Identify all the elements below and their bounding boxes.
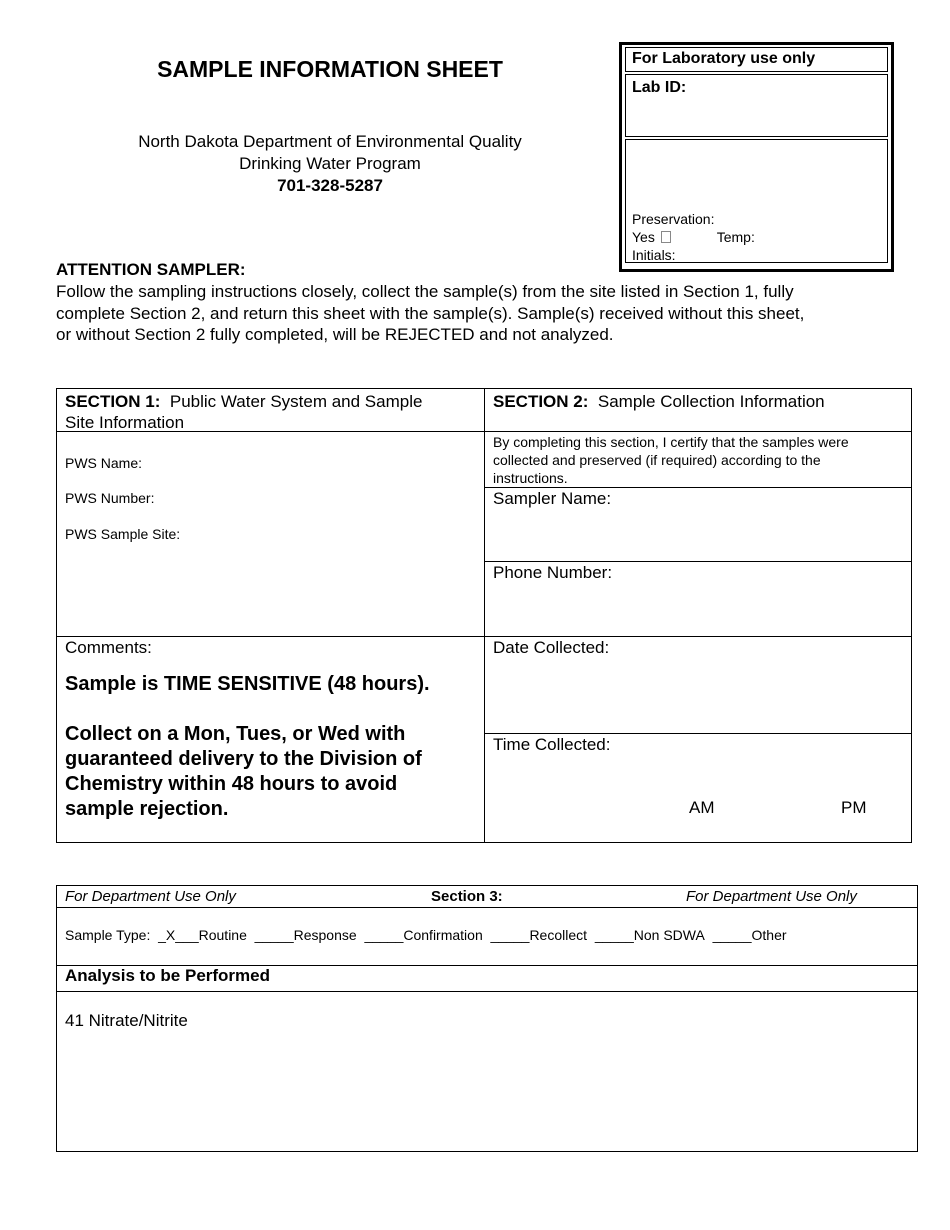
sampler-name-label: Sampler Name:	[493, 489, 612, 508]
org-phone: 701-328-5287	[277, 176, 383, 195]
divider	[57, 991, 917, 992]
divider	[484, 431, 911, 432]
organization-block	[60, 131, 600, 197]
time-collected-field[interactable]	[493, 735, 610, 755]
lab-id-label: Lab ID:	[632, 79, 687, 96]
sections-table	[56, 388, 912, 843]
page-title: SAMPLE INFORMATION SHEET	[157, 56, 503, 82]
phone-number-field[interactable]	[493, 563, 612, 583]
section2-label: SECTION 2:	[493, 392, 589, 411]
date-collected-field[interactable]	[493, 638, 609, 658]
date-collected-label: Date Collected:	[493, 638, 610, 657]
certification-line-3: instructions.	[493, 470, 568, 486]
section2-title: Sample Collection Information	[597, 392, 825, 411]
initials-label: Initials:	[632, 247, 676, 263]
temp-label: Temp:	[716, 229, 755, 245]
attention-line-1: Follow the sampling instructions closely, collect the sample(s) from the site listed in Section 1, fully	[56, 282, 794, 301]
sample-type-routine[interactable]: _X___Routine	[158, 927, 247, 943]
yes-temp-row	[632, 229, 755, 245]
sample-type-other[interactable]: _____Other	[712, 927, 787, 943]
section1-heading	[65, 391, 480, 433]
column-divider	[484, 389, 485, 842]
divider	[57, 636, 911, 637]
certification-line-1: By completing this section, I certify that the samples were	[493, 434, 849, 450]
pws-name-label: PWS Name:	[65, 455, 143, 471]
attention-text	[56, 281, 896, 346]
attention-heading: ATTENTION SAMPLER:	[56, 260, 246, 279]
phone-number-label: Phone Number:	[493, 563, 613, 582]
divider	[57, 907, 917, 908]
delivery-note-line-1: Collect on a Mon, Tues, or Wed with	[65, 723, 406, 745]
delivery-note	[65, 722, 480, 822]
yes-checkbox[interactable]	[661, 231, 671, 243]
sample-type-non-sdwa[interactable]: _____Non SDWA	[594, 927, 705, 943]
section1-label: SECTION 1:	[65, 392, 161, 411]
attention-line-2: complete Section 2, and return this sheet with the sample(s). Sample(s) received without this sheet,	[56, 303, 805, 323]
sample-type-recollect[interactable]: _____Recollect	[490, 927, 588, 943]
section1-title-line2: Site Information	[65, 413, 185, 432]
section2-heading	[493, 391, 908, 412]
lab-use-box	[619, 42, 894, 272]
divider	[484, 733, 911, 734]
attention-line-3: or without Section 2 fully completed, will be REJECTED and not analyzed.	[56, 325, 614, 344]
sample-type-row	[65, 927, 787, 943]
pws-name-field[interactable]	[65, 455, 142, 471]
delivery-note-line-2: guaranteed delivery to the Division of	[65, 748, 422, 770]
dept-use-right: For Department Use Only	[686, 888, 857, 905]
am-option[interactable]: AM	[689, 798, 715, 817]
section3-heading: Section 3:	[431, 888, 503, 905]
sample-type-label: Sample Type:	[65, 927, 151, 943]
preservation-field	[625, 139, 888, 263]
delivery-note-line-4: sample rejection.	[65, 798, 229, 820]
pws-site-label: PWS Sample Site:	[65, 526, 181, 542]
section1-title-line1: Public Water System and Sample	[169, 392, 423, 411]
divider	[484, 487, 911, 488]
certification-text	[493, 433, 908, 487]
time-collected-label: Time Collected:	[493, 735, 611, 754]
analysis-item: 41 Nitrate/Nitrite	[65, 1011, 188, 1030]
divider	[484, 561, 911, 562]
time-sensitive-note: Sample is TIME SENSITIVE (48 hours).	[65, 673, 430, 695]
section3-table	[56, 885, 918, 1152]
sample-type-response[interactable]: _____Response	[254, 927, 357, 943]
pm-option[interactable]: PM	[841, 798, 867, 817]
lab-id-field[interactable]	[625, 74, 888, 137]
dept-use-left: For Department Use Only	[65, 888, 236, 905]
lab-use-heading: For Laboratory use only	[625, 47, 888, 72]
pws-number-label: PWS Number:	[65, 490, 155, 506]
org-name: North Dakota Department of Environmental Quality	[138, 132, 522, 151]
pws-site-field[interactable]	[65, 526, 180, 542]
sampler-name-field[interactable]	[493, 489, 611, 509]
certification-line-2: collected and preserved (if required) according to the	[493, 452, 821, 468]
preservation-label: Preservation:	[632, 211, 715, 227]
analysis-heading: Analysis to be Performed	[65, 966, 271, 985]
yes-label: Yes	[632, 229, 655, 245]
comments-label: Comments:	[65, 638, 152, 657]
program-name: Drinking Water Program	[239, 154, 421, 173]
sample-type-confirmation[interactable]: _____Confirmation	[364, 927, 483, 943]
pws-number-field[interactable]	[65, 490, 154, 506]
delivery-note-line-3: Chemistry within 48 hours to avoid	[65, 773, 398, 795]
